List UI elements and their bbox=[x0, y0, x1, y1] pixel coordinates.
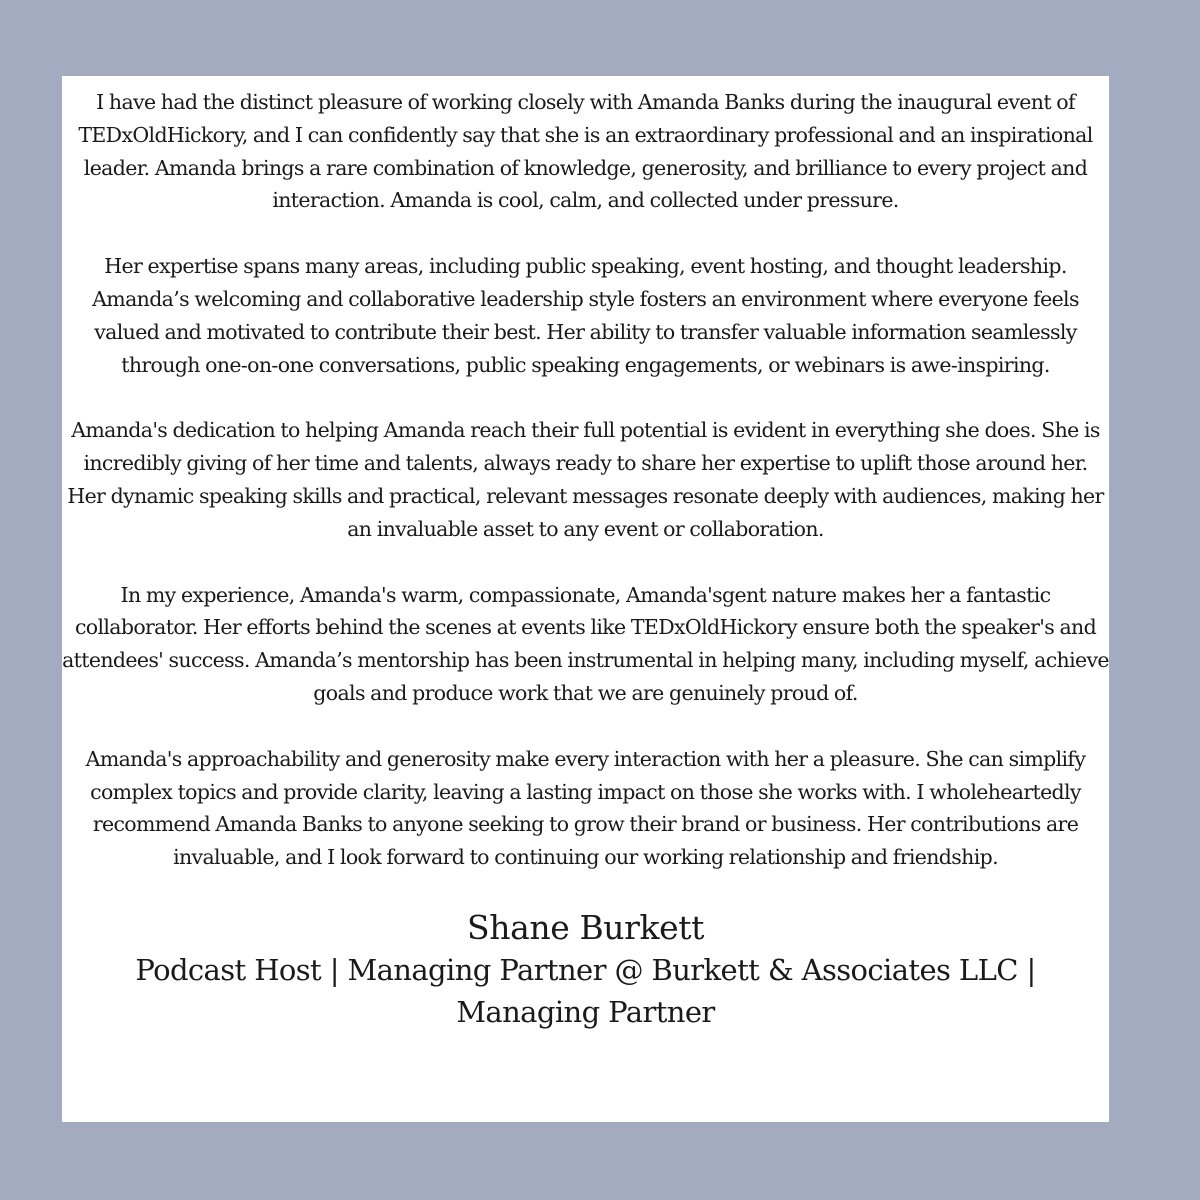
testimonial-paragraph-1: I have had the distinct pleasure of working closely with Amanda Banks during the inaugural event of TEDxOldHickory, and I can confidently say that she is an extraordinary professional and an inspirational leader. Amanda brings a rare combination of knowledge, generosity, and brilliance to every project and interaction. Amanda is cool, calm, and collected under pressure. bbox=[78, 90, 1093, 213]
author-name: Shane Burkett bbox=[467, 907, 704, 947]
testimonial-paragraph-4: In my experience, Amanda's warm, compassionate, Amanda'sgent nature makes her a fantastic collaborator. Her efforts behind the scenes at events like TEDxOldHickory ensure both the speaker's and attendees' success. Amanda’s mentorship has been instrumental in helping many, including myself, achieve goals and produce work that we are genuinely proud of. bbox=[62, 582, 1109, 705]
author-title: Podcast Host | Managing Partner @ Burkett & Associates LLC | Managing Partner bbox=[135, 952, 1036, 1029]
testimonial-paragraph-3: Amanda's dedication to helping Amanda reach their full potential is evident in everything she does. She is incredibly giving of her time and talents, always ready to share her expertise to uplift those around her. Her dynamic speaking skills and practical, relevant messages resonate deeply with audiences, making her an invaluable asset to any event or collaboration. bbox=[67, 418, 1104, 541]
testimonial-body bbox=[62, 86, 1109, 874]
testimonial-card bbox=[62, 76, 1109, 1122]
testimonial-paragraph-2: Her expertise spans many areas, including public speaking, event hosting, and thought leadership. Amanda’s welcoming and collaborative leadership style fosters an environment where everyone feels valued and motivated to contribute their best. Her ability to transfer valuable information seamlessly through one-on-one conversations, public speaking engagements, or webinars is awe-inspiring. bbox=[92, 254, 1079, 377]
testimonial-paragraph-5: Amanda's approachability and generosity make every interaction with her a pleasure. She can simplify complex topics and provide clarity, leaving a lasting impact on those she works with. I wholeheartedly recommend Amanda Banks to anyone seeking to grow their brand or business. Her contributions are invaluable, and I look forward to continuing our working relationship and friendship. bbox=[85, 746, 1086, 870]
author-block bbox=[62, 907, 1109, 1033]
